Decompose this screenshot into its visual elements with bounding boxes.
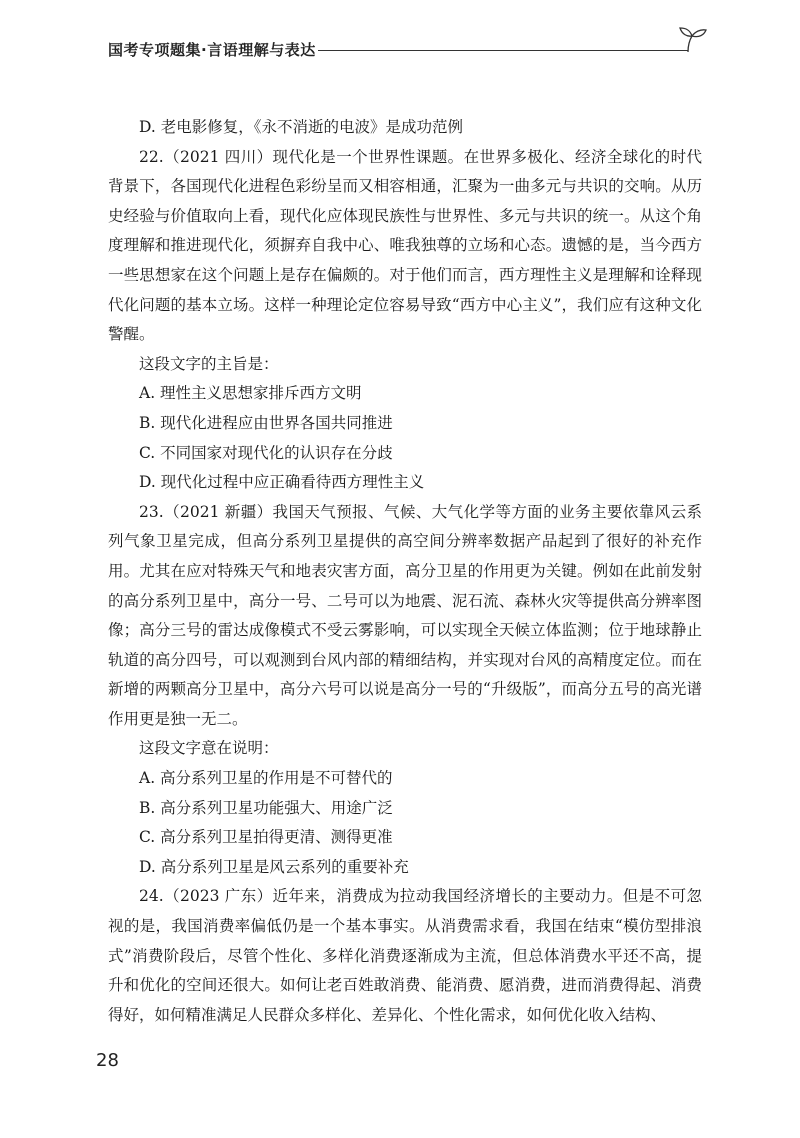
- page-number: 28: [96, 1050, 119, 1071]
- option-c: C. 高分系列卫星拍得更清、测得更准: [139, 828, 393, 847]
- option-a: A. 理性主义思想家排斥西方文明: [139, 384, 362, 403]
- option-d: D. 老电影修复，《永不消逝的电波》是成功范例: [139, 118, 463, 136]
- page-content: [108, 113, 702, 1030]
- question-23-stem: 这段文字意在说明：: [139, 739, 279, 758]
- question-22-passage: 22.（2021 四川）现代化是一个世界性课题。在世界多极化、经济全球化的时代背景下，各国现代化进程色彩纷呈而又相容相通，汇聚为一曲多元与共识的交响。从历史经验与价值取向上看，现代化应体现民族性与世界性、多元与共识的统一。从这个角度理解和推进现代化，须摒弃自我中心、唯我独尊的立场和心态。遗憾的是，当今西方一些思想家在这个问题上是存在偏颇的。对于他们而言，西方理性主义是理解和诠释现代化问题的基本立场。这样一种理论定位容易导致“西方中心主义”，我们应有这种文化警醒。: [108, 147, 702, 344]
- question-22-stem: 这段文字的主旨是：: [139, 354, 279, 373]
- option-b: B. 高分系列卫星功能强大、用途广泛: [139, 798, 393, 817]
- option-d: D. 现代化过程中应正确看待西方理性主义: [139, 473, 425, 492]
- option-c: C. 不同国家对现代化的认识存在分歧: [139, 443, 393, 462]
- option-a: A. 高分系列卫星的作用是不可替代的: [139, 769, 393, 788]
- header-rule: [318, 50, 688, 51]
- sprout-icon: [675, 24, 709, 54]
- header-title: 国考专项题集·言语理解与表达: [108, 41, 316, 59]
- page-header: [0, 0, 800, 70]
- question-24-passage: 24.（2023 广东）近年来，消费成为拉动我国经济增长的主要动力。但是不可忽视的是，我国消费率偏低仍是一个基本事实。从消费需求看，我国在结束“模仿型排浪式”消费阶段后，尽管个性化、多样化消费逐渐成为主流，但总体消费水平还不高，提升和优化的空间还很大。如何让老百姓敢消费、能消费、愿消费，进而消费得起、消费得好，如何精准满足人民群众多样化、差异化、个性化需求，如何优化收入结构、: [108, 887, 702, 1024]
- option-d: D. 高分系列卫星是风云系列的重要补充: [139, 857, 409, 876]
- question-23-passage: 23.（2021 新疆）我国天气预报、气候、大气化学等方面的业务主要依靠风云系列气象卫星完成，但高分系列卫星提供的高空间分辨率数据产品起到了很好的补充作用。尤其在应对特殊天气和地表灾害方面，高分卫星的作用更为关键。例如在此前发射的高分系列卫星中，高分一号、二号可以为地震、泥石流、森林火灾等提供高分辨率图像；高分三号的雷达成像模式不受云雾影响，可以实现全天候立体监测；位于地球静止轨道的高分四号，可以观测到台风内部的精细结构，并实现对台风的高精度定位。而在新增的两颗高分卫星中，高分六号可以说是高分一号的“升级版”，而高分五号的高光谱作用更是独一无二。: [108, 502, 702, 728]
- option-b: B. 现代化进程应由世界各国共同推进: [139, 413, 393, 432]
